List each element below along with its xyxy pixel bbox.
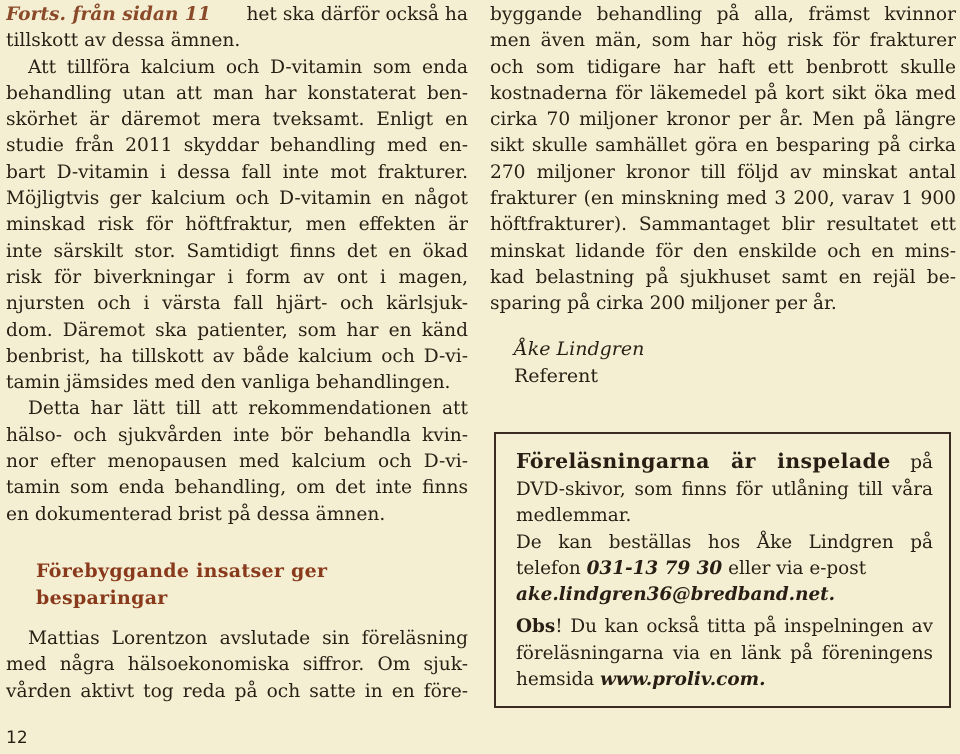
section-heading [6,558,468,612]
text-line: benbrist, ha tillskott av både kalcium och D-vi- [6,345,468,367]
text-line: nor efter menopausen med kalcium och D-vi- [6,451,468,473]
text-line: Detta har lätt till att rekommendationen att [28,398,468,420]
page-number: 12 [6,728,28,748]
text-line: Att tillföra kalcium och D-vitamin som enda [28,56,468,78]
text-line: sikt skulle samhället göra en besparing på cirka [490,135,956,157]
box-line: DVD-skivor, som finns för utlåning till våra [516,479,933,500]
box-line: föreläsningarna via en länk på föreningens [516,642,933,664]
notice-box [494,432,951,708]
right-body-text [490,2,956,318]
text-line: Mattias Lorentzon avslutade sin föreläsning [28,627,468,649]
notice-headline: Föreläsningarna är inspelade [516,449,891,473]
text-line: cirka 70 miljoner kronor per år. Men på längre [490,109,956,131]
text-line: men även män, som har hög risk för frakturer [490,30,956,52]
box-line: Föreläsningarna är inspelade på [516,449,933,473]
box-line: hemsida www.proliv.com. [516,669,766,691]
box-line: De kan beställas hos Åke Lindgren på [516,531,933,553]
text-line: byggande behandling på alla, främst kvinnor [490,4,956,25]
website-link[interactable]: www.proliv.com. [600,669,766,691]
heading-line: Förebyggande insatser ger [36,559,328,582]
phone-number: 031-13 79 30 [586,557,723,579]
box-line: Obs! Du kan också titta på inspelningen av [516,616,933,638]
heading-line: besparingar [36,586,168,609]
text-line: frakturer (en minskning med 3 200, varav 1 900 [490,188,956,210]
text-line: med några hälsoekonomiska siffror. Om sjuk- [6,654,468,676]
text-line: studie från 2011 skyddar behandling med en- [6,135,468,157]
right-column [490,0,956,390]
text-line: njursten och i värsta fall hjärt- och kärlsjuk- [6,293,468,315]
text-line: kad belastning på sjukhuset samt en rejäl be- [490,266,956,288]
text-line: en dokumenterad brist på dessa ämnen. [6,503,386,525]
text-line: vården aktivt tog reda på och satte in en före- [6,680,468,702]
box-line [516,582,933,608]
text-line: Möjligtvis ger kalcium och D-vitamin en något [6,188,468,210]
left-column [6,0,468,705]
text-line: kostnaderna för läkemedel på kort sikt öka med [490,82,956,104]
text-line: och som tidigare har haft ett benbrott skulle [490,56,956,78]
text-line: tillskott av dessa ämnen. [6,30,241,52]
text-line: 270 miljoner kronor till följd av minskat antal [490,161,956,183]
box-line: telefon 031-13 79 30 eller via e-post [516,557,867,579]
text-line: sparing på cirka 200 miljoner per år. [490,293,837,315]
signature-title: Referent [514,364,599,387]
text-line: inte särskilt stor. Samtidigt finns det en ökad [6,240,468,262]
text-line: minskad risk för höftfraktur, men effekten är [6,214,468,236]
text-line: minskat lidande för den enskilde och en mins- [490,240,956,262]
signature-name: Åke Lindgren [514,337,645,360]
text-line: dom. Däremot ska patienter, som har en känd [6,319,468,341]
text-line: tamin jämsides med den vanliga behandlingen. [6,372,451,394]
left-body-text [6,2,468,528]
box-line: medlemmar. [516,505,632,527]
text-line: skörhet är däremot mera tveksamt. Enligt en [6,109,468,131]
email-address[interactable]: ake.lindgren36@bredband.net. [516,584,836,606]
text-line: höftfrakturer). Sammantaget blir resultatet ett [490,214,956,236]
left-body-text-2 [6,626,468,705]
continued-label: Forts. från sidan 11 [6,4,211,25]
text-line: behandling utan att man har konstaterat ben- [6,82,468,104]
text-line: bart D-vitamin i dessa fall inte mot frakturer. [6,161,468,183]
text-line: tamin som enda behandling, om det inte finns [6,477,468,499]
text-line: hälso- och sjukvården inte bör behandla kvin- [6,424,468,446]
text-line: risk för biverkningar i form av ont i magen, [6,266,468,288]
text-line: Forts. från sidan 11 het ska därför också ha [6,4,468,25]
obs-label: Obs [516,616,556,638]
signature [490,336,956,390]
